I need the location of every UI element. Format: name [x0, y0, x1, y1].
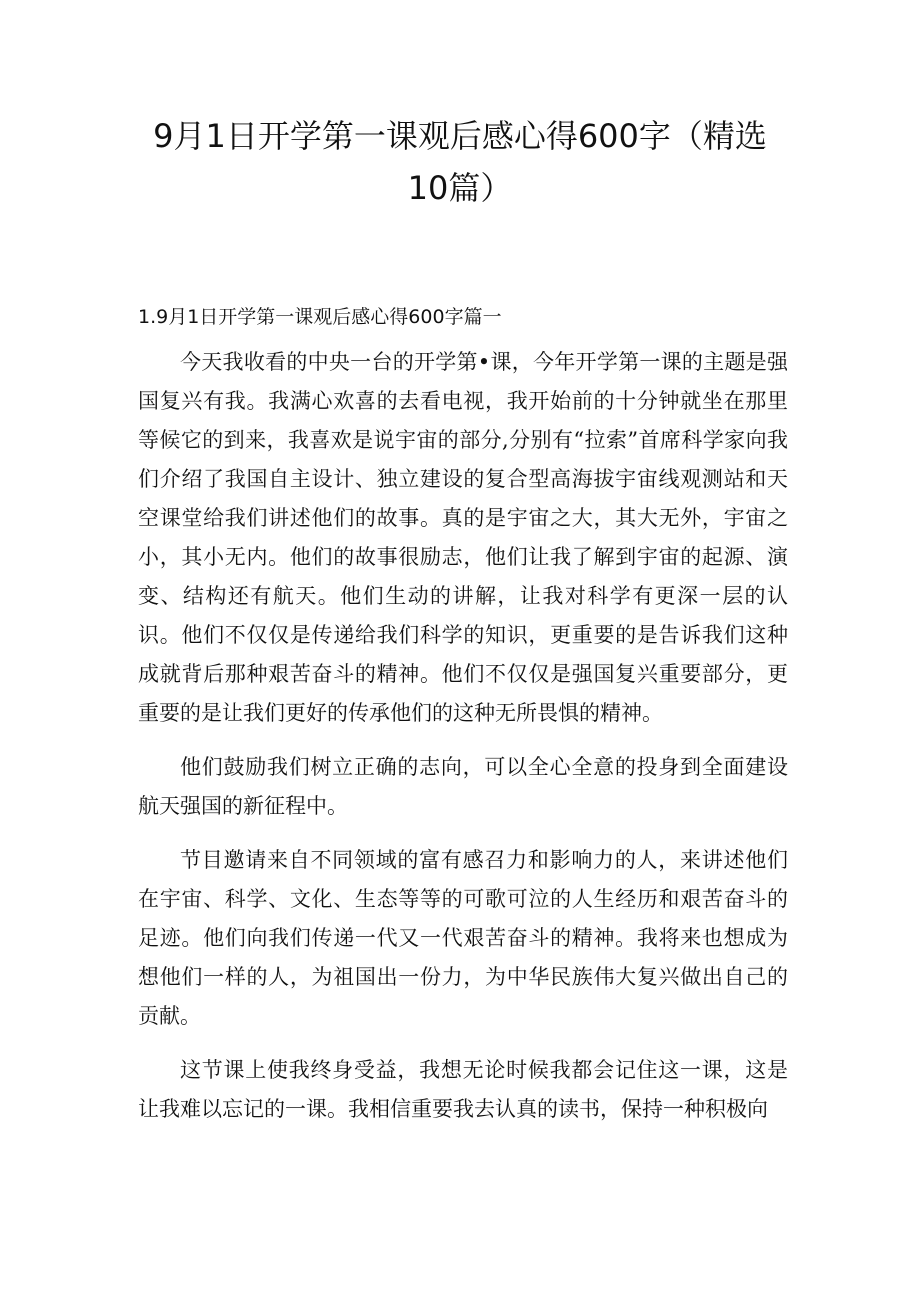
paragraph-2: 他们鼓励我们树立正确的志向，可以全心全意的投身到全面建设航天强国的新征程中。: [138, 755, 788, 818]
paragraph-3: 节目邀请来自不同领域的富有感召力和影响力的人，来讲述他们在宇宙、科学、文化、生态等等的可歌可泣的人生经历和艰苦奋斗的足迹。他们向我们传递一代又一代艰苦奋斗的精神。我将来也想成为想他们一样的人，为祖国出一份力，为中华民族伟大复兴做出自己的贡献。: [138, 848, 788, 1028]
document-body: [138, 343, 788, 1144]
section-heading: 1.9月1日开学第一课观后感心得600字篇一: [138, 306, 502, 328]
document-title: 9月1日开学第一课观后感心得600字（精选10篇）: [153, 117, 767, 207]
paragraph-1: 今天我收看的中央一台的开学第•课，今年开学第一课的主题是强国复兴有我。我满心欢喜的去看电视，我开始前的十分钟就坐在那里等候它的到来，我喜欢是说宇宙的部分,分别有“拉索”首席科学家向我们介绍了我国自主设计、独立建设的复合型高海拔宇宙线观测站和天空课堂给我们讲述他们的故事。真的是宇宙之大，其大无外，宇宙之小，其小无内。他们的故事很励志，他们让我了解到宇宙的起源、演变、结构还有航天。他们生动的讲解，让我对科学有更深一层的认识。他们不仅仅是传递给我们科学的知识，更重要的是告诉我们这种成就背后那种艰苦奋斗的精神。他们不仅仅是强国复兴重要部分，更重要的是让我们更好的传承他们的这种无所畏惧的精神。: [138, 350, 788, 725]
paragraph-4: 这节课上使我终身受益，我想无论时候我都会记住这一课，这是让我难以忘记的一课。我相信重要我去认真的读书，保持一种积极向: [138, 1058, 788, 1121]
